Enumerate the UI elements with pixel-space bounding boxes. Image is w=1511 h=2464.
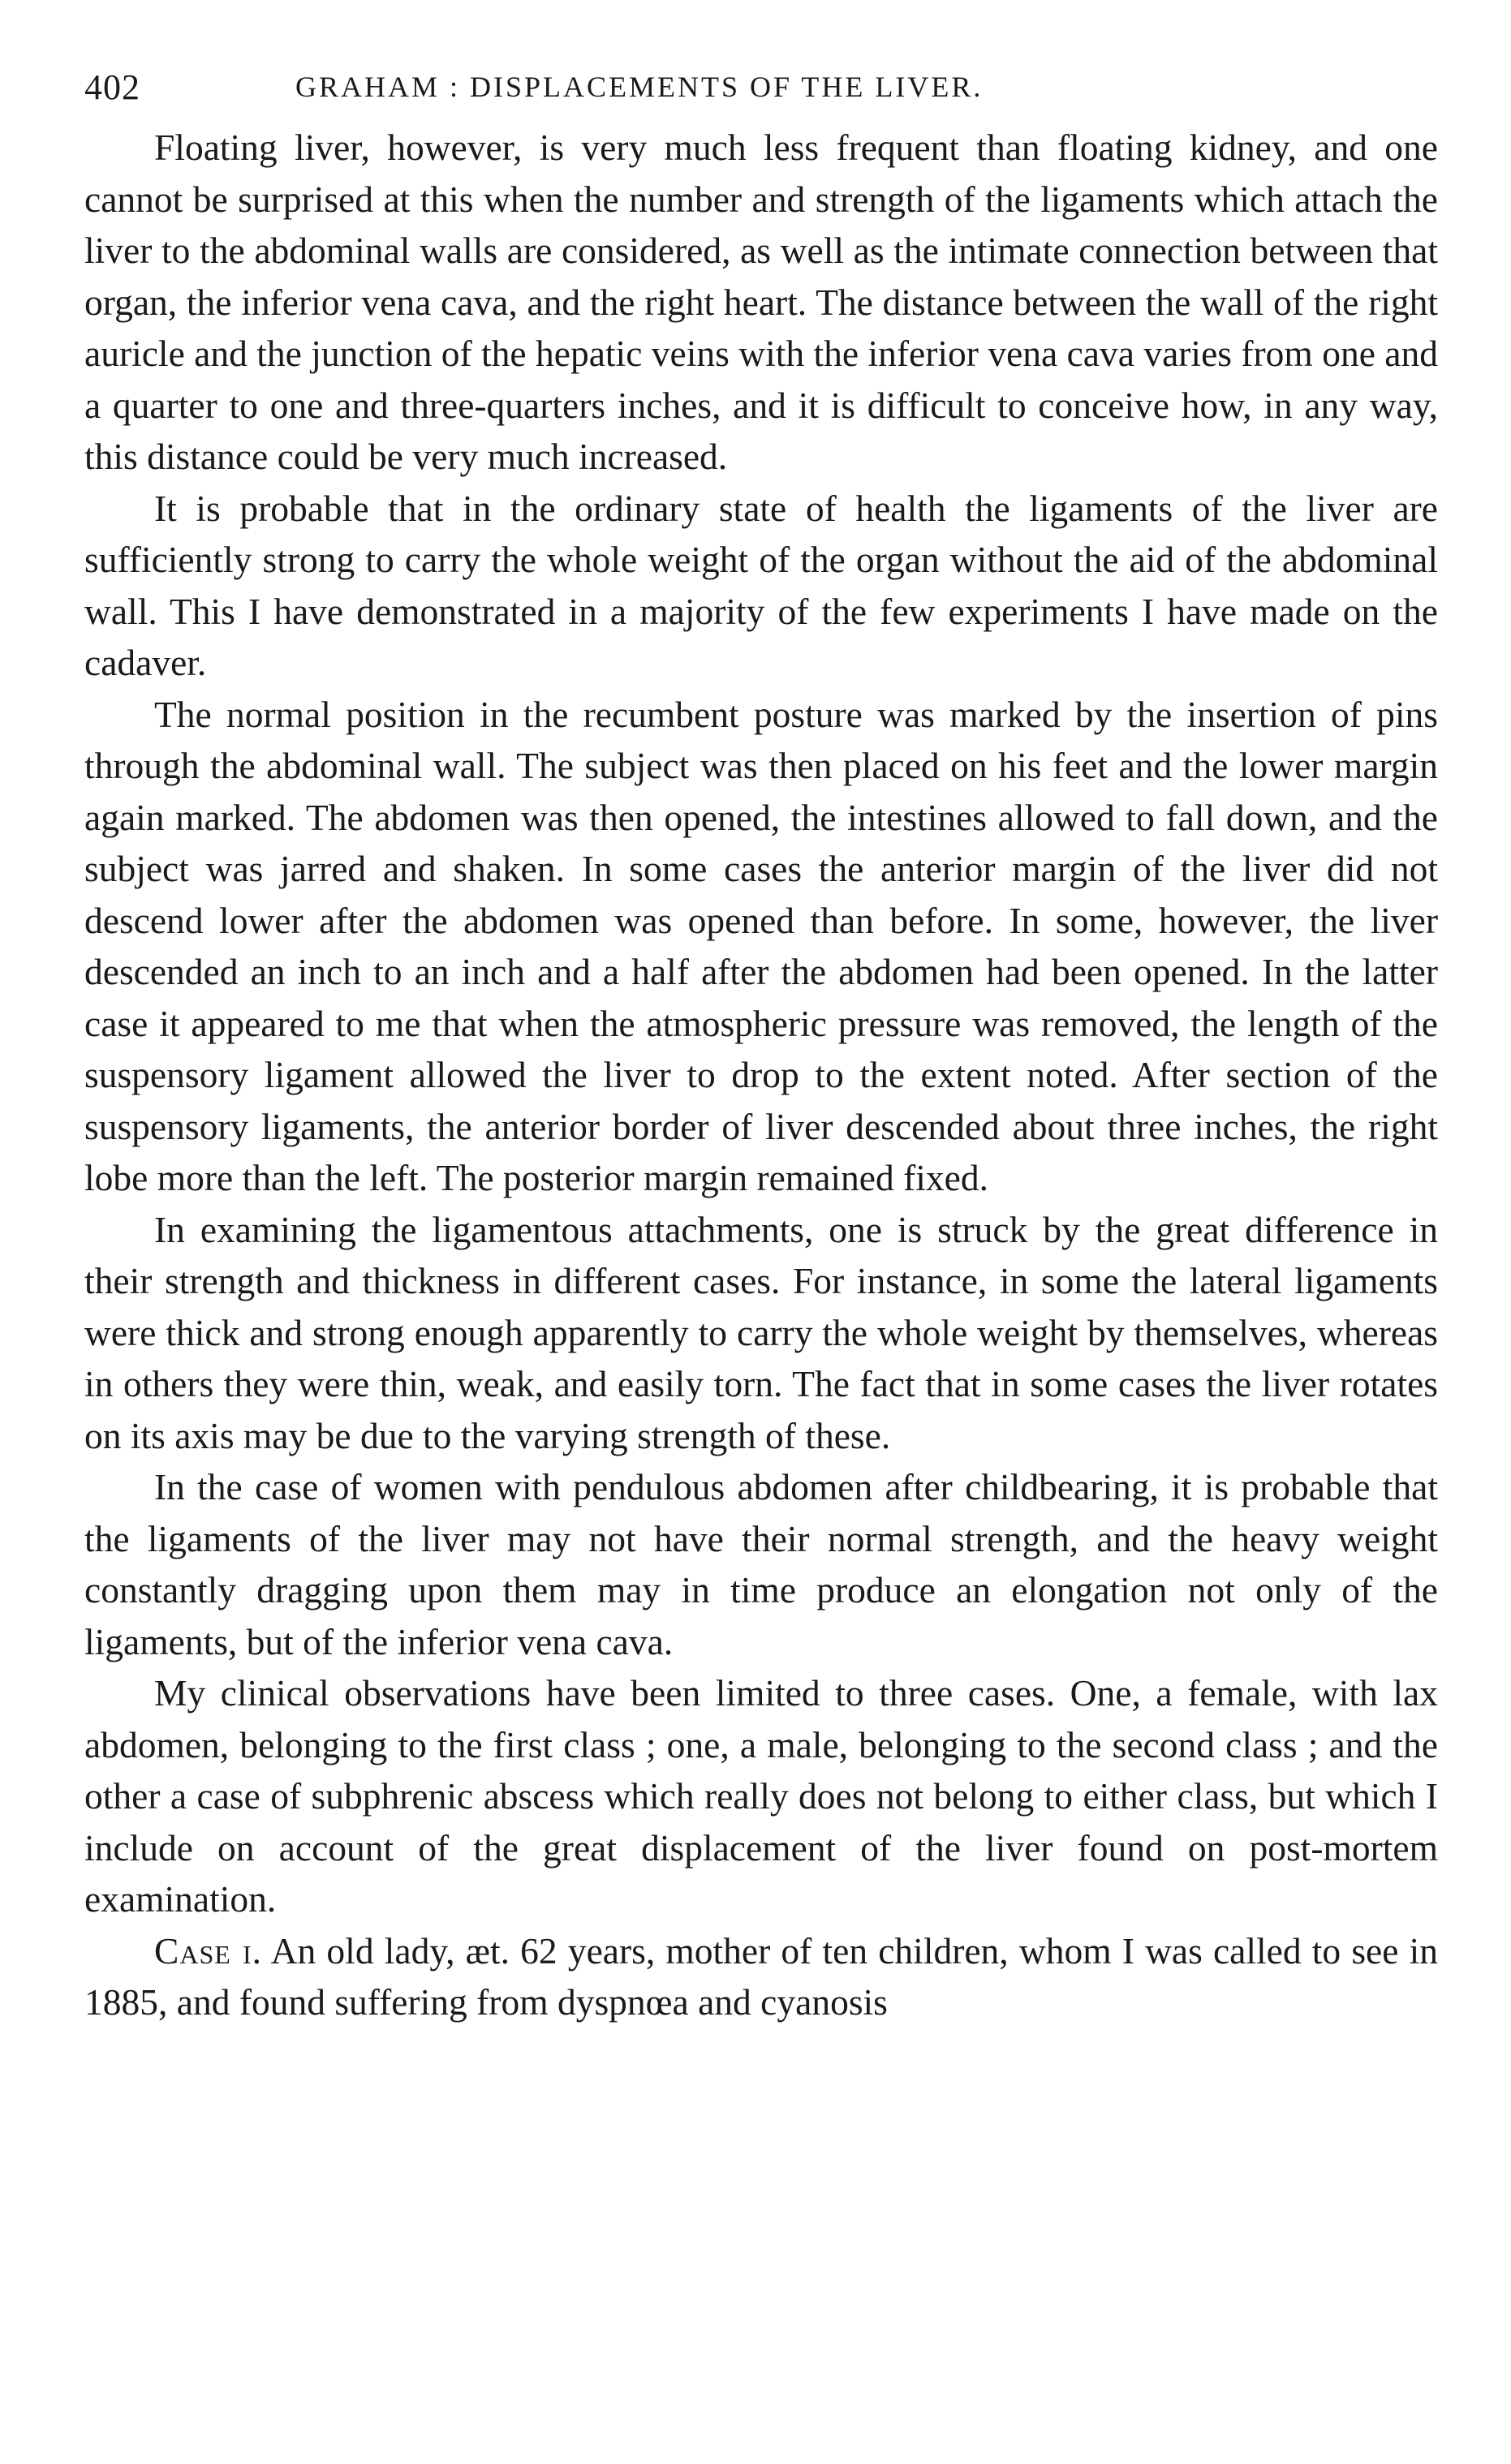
running-head: GRAHAM : DISPLACEMENTS OF THE LIVER.: [295, 71, 984, 103]
page-number: 402: [84, 67, 140, 107]
page-header: [84, 0, 1438, 122]
paragraph: In examining the ligamentous attachments, one is struck by the great difference in their strength and thickness in different cases. For instance, in some the lateral ligaments were thick and strong enough apparently to carry the whole weight by themselves, whereas in others they were thin, weak, and easily torn. The fact that in some cases the liver rotates on its axis may be due to the varying strength of these.: [84, 1208, 1438, 1456]
paragraph: My clinical observations have been limited to three cases. One, a female, with lax abdomen, belonging to the first class ; one, a male, belonging to the second class ; and the other a case of subphrenic abscess which really does not belong to either class, but which I include on account of the great displacement of the liver found on post-mortem examination.: [84, 1672, 1438, 1920]
case-label: Case i.: [154, 1929, 262, 1972]
paragraph: The normal position in the recumbent posture was marked by the insertion of pins through the abdominal wall. The subject was then placed on his feet and the lower margin again marked. The abdomen was then opened, the intestines allowed to fall down, and the subject was jarred and shaken. In some cases the anterior margin of the liver did not descend lower after the abdomen was opened than before. In some, however, the liver descended an inch to an inch and a half after the abdomen had been opened. In the latter case it appeared to me that when the atmospheric pressure was removed, the length of the suspensory ligament allowed the liver to drop to the extent noted. After section of the suspensory ligaments, the anterior border of liver descended about three inches, the right lobe more than the left. The posterior margin remained fixed.: [84, 693, 1438, 1198]
body-text: [84, 122, 1438, 2028]
paragraph: Floating liver, however, is very much less frequent than floating kidney, and one cannot be surprised at this when the number and strength of the ligaments which attach the liver to the abdominal walls are considered, as well as the intimate connection between that organ, the inferior vena cava, and the right heart. The distance between the wall of the right auricle and the junction of the hepatic veins with the inferior vena cava varies from one and a quarter to one and three-quarters inches, and it is difficult to conceive how, in any way, this distance could be very much increased.: [84, 127, 1438, 477]
paragraph: It is probable that in the ordinary state of health the ligaments of the liver are sufficiently strong to carry the whole weight of the organ without the aid of the abdominal wall. This I have demonstrated in a majority of the few experiments I have made on the cadaver.: [84, 487, 1438, 683]
paragraph: In the case of women with pendulous abdomen after childbearing, it is probable that the ligaments of the liver may not have their normal strength, and the heavy weight constantly dragging upon them may in time produce an elongation not only of the ligaments, but of the inferior vena cava.: [84, 1466, 1438, 1662]
case-text: An old lady, æt. 62 years, mother of ten children, whom I was called to see in 1885, and found suffering from dyspnœa and cyanosis: [84, 1929, 1438, 2023]
case-paragraph: [84, 1925, 1438, 2028]
